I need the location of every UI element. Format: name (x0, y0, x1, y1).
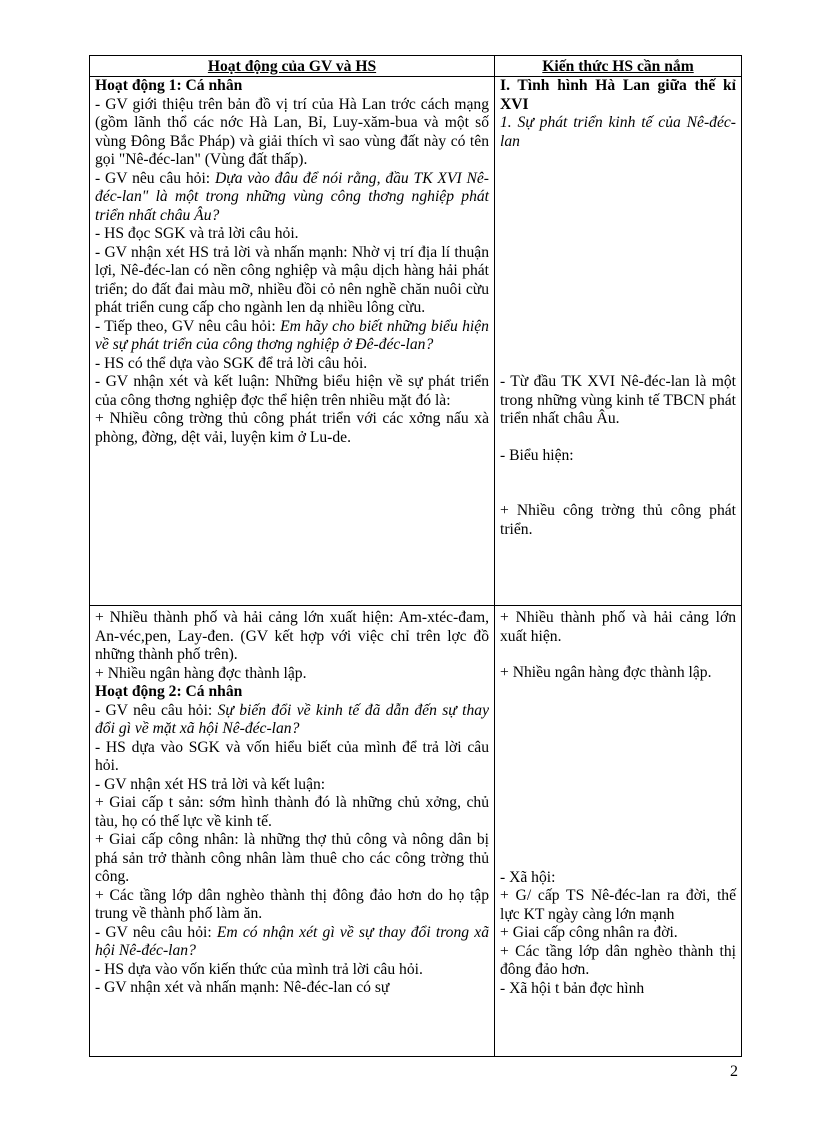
row1-left-cell (95, 77, 489, 447)
question-paragraph: - GV nêu câu hỏi: Em có nhận xét gì về sự thay đổi trong xã hội Nê-đéc-lan? (95, 923, 489, 959)
paragraph: - HS dựa vào vốn kiến thức của mình trả lời câu hỏi. (95, 960, 423, 978)
knowledge-item: + Nhiều công trờng thủ công phát triển. (500, 502, 736, 538)
column-divider (494, 56, 495, 1056)
activity2-title: Hoạt động 2: Cá nhân (95, 683, 243, 700)
knowledge-item: + Nhiều thành phố và hải cảng lớn xuất hiện. (500, 609, 736, 645)
knowledge-item: + Các tầng lớp dân nghèo thành thị đông đảo hơn. (500, 942, 736, 978)
paragraph: + Giai cấp t sản: sớm hình thành đó là những chủ xởng, chủ tàu, họ có thế lực về kinh tế. (95, 794, 489, 830)
paragraph: - GV nhận xét và nhấn mạnh: Nê-đéc-lan có sự (95, 979, 390, 996)
paragraph: - GV giới thiệu trên bản đồ vị trí của Hà Lan trớc cách mạng (gồm lãnh thổ các nớc Hà Lan, Bỉ, Luy-xăm-bua và một số vùng Đông Bắc Pháp) và giải thích vì sao vùng đất này có tên gọi "Nê-đéc-lan" (Vùng đất thấp). (95, 95, 489, 168)
header-teacher-student-activities: Hoạt động của GV và HS (207, 58, 377, 75)
paragraph: + Nhiều thành phố và hải cảng lớn xuất hiện: Am-xtéc-đam, An-véc,pen, Lay-đen. (GV kết hợp với việc chỉ trên lợc đồ những thành phố trên). (95, 609, 489, 663)
knowledge-item: - Từ đầu TK XVI Nê-đéc-lan là một trong những vùng kinh tế TBCN phát triển nhất châu Âu. (500, 373, 736, 427)
row2-right-cell (500, 609, 736, 998)
paragraph: + Giai cấp công nhân: là những thợ thủ công và nông dân bị phá sản trở thành công nhân làm thuê cho các công trờng thủ công. (95, 831, 489, 885)
knowledge-item: + Nhiều ngân hàng đợc thành lập. (500, 664, 712, 681)
row1-right-cell (500, 77, 736, 539)
paragraph: - HS có thể dựa vào SGK để trả lời câu hỏi. (95, 354, 368, 372)
knowledge-item: - Biểu hiện: (500, 446, 574, 464)
row-divider (90, 605, 741, 606)
section-title: I. Tình hình Hà Lan giữa thế kỉ XVI (500, 77, 736, 113)
knowledge-item: - Xã hội t bản đợc hình (500, 979, 645, 997)
paragraph: + Nhiều công trờng thủ công phát triển với các xởng nấu xà phòng, đờng, dệt vải, luyện kim ở Lu-de. (95, 410, 489, 446)
paragraph: - GV nhận xét HS trả lời và nhấn mạnh: Nhờ vị trí địa lí thuận lợi, Nê-đéc-lan có nền công nghiệp và mậu dịch hàng hải phát triển; do đất đai màu mỡ, nhiều đồi cỏ nên nghề chăn nuôi cừu phát triển cung cấp cho ngành len dạ nhiều lông cừu. (95, 243, 489, 316)
question-paragraph: - Tiếp theo, GV nêu câu hỏi: Em hãy cho biết những biểu hiện về sự phát triển của công thơng nghiệp ở Đê-đéc-lan? (95, 317, 489, 353)
activity1-title: Hoạt động 1: Cá nhân (95, 77, 243, 94)
lesson-table (89, 55, 742, 1057)
row2-left-cell (95, 609, 489, 998)
question-paragraph: - GV nêu câu hỏi: Dựa vào đâu để nói rằng, đầu TK XVI Nê-đéc-lan" là một trong những vùng công thơng nghiệp phát triển nhất châu Âu? (95, 169, 489, 224)
knowledge-item: - Xã hội: (500, 868, 556, 886)
paragraph: + Các tầng lớp dân nghèo thành thị đông đảo hơn do họ tập trung về thành phố làm ăn. (95, 886, 489, 922)
knowledge-item: + G/ cấp TS Nê-đéc-lan ra đời, thế lực KT ngày càng lớn mạnh (500, 887, 736, 923)
subsection-title: 1. Sự phát triển kinh tế của Nê-đéc-lan (500, 114, 736, 150)
paragraph: - HS đọc SGK và trả lời câu hỏi. (95, 225, 299, 242)
paragraph: - GV nhận xét và kết luận: Những biểu hiện về sự phát triển của công thơng nghiệp đợc thể hiện trên nhiều mặt đó là: (95, 373, 489, 409)
paragraph: - HS dựa vào SGK và vốn hiểu biết của mình để trả lời câu hỏi. (95, 738, 489, 774)
header-required-knowledge: Kiến thức HS cần nắm (542, 58, 694, 75)
paragraph: - GV nhận xét HS trả lời và kết luận: (95, 775, 326, 793)
paragraph: + Nhiều ngân hàng đợc thành lập. (95, 664, 307, 682)
page-number: 2 (730, 1063, 738, 1080)
question-paragraph: - GV nêu câu hỏi: Sự biến đổi về kinh tế đã dẫn đến sự thay đổi gì về mặt xã hội Nê-đéc-lan? (95, 701, 489, 737)
knowledge-item: + Giai cấp công nhân ra đời. (500, 924, 678, 941)
